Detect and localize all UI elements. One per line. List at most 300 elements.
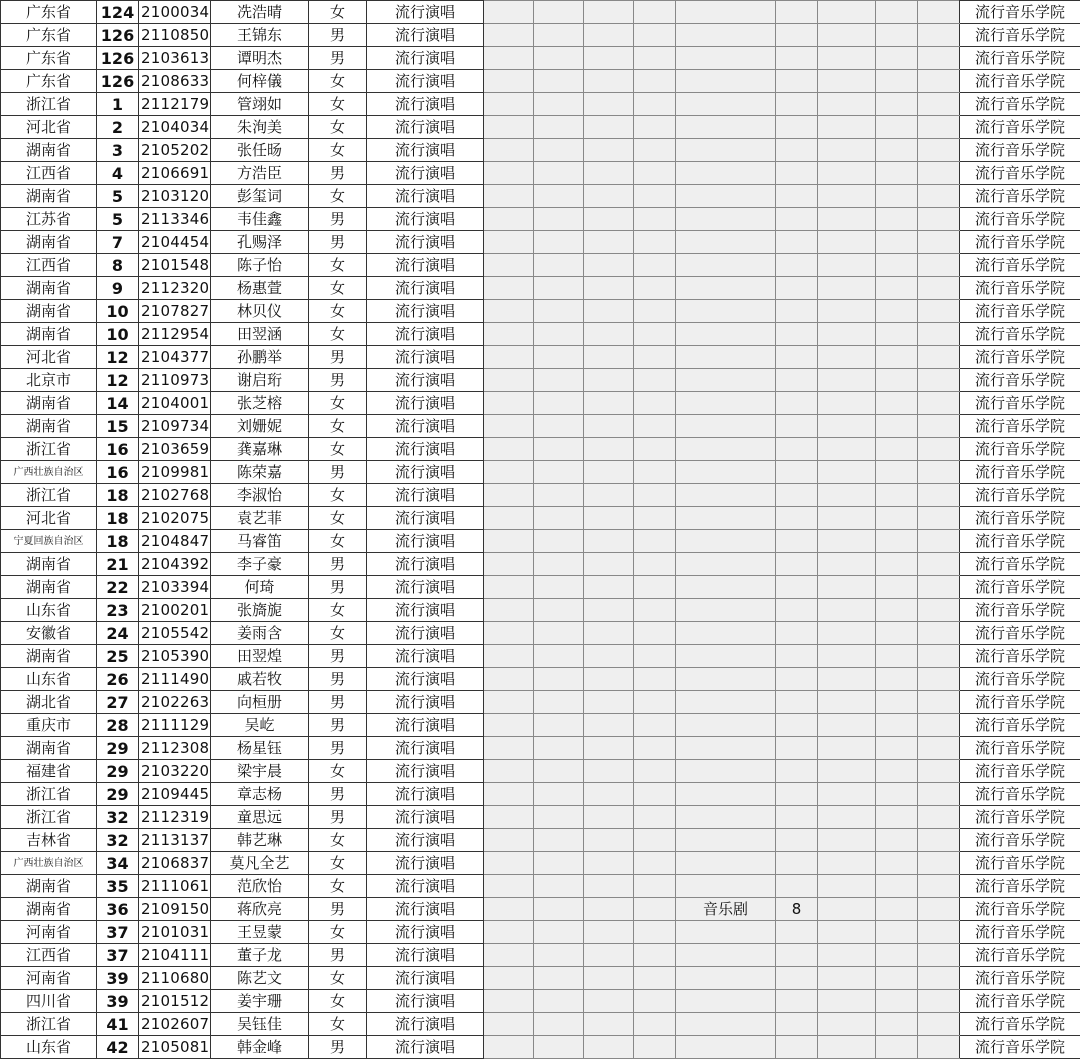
table-row (1, 70, 1080, 93)
candidate-id-cell: 2110850 (139, 24, 211, 47)
table-row (1, 139, 1080, 162)
empty-cell (584, 967, 634, 990)
province-cell: 浙江省 (1, 484, 97, 507)
school-cell: 流行音乐学院 (960, 116, 1080, 139)
empty-cell (534, 645, 584, 668)
empty-cell (484, 599, 534, 622)
candidate-id-cell: 2101031 (139, 921, 211, 944)
second-rank-cell (776, 967, 818, 990)
empty-cell (584, 691, 634, 714)
empty-cell (534, 231, 584, 254)
province-cell: 山东省 (1, 1036, 97, 1059)
empty-cell (818, 139, 876, 162)
empty-cell (584, 875, 634, 898)
empty-cell (876, 438, 918, 461)
major-cell: 流行演唱 (367, 1013, 484, 1036)
gender-cell: 女 (309, 438, 367, 461)
empty-cell (634, 47, 676, 70)
empty-cell (876, 852, 918, 875)
candidate-name-cell: 龚嘉琳 (211, 438, 309, 461)
candidate-id-cell: 2111490 (139, 668, 211, 691)
province-cell: 湖南省 (1, 323, 97, 346)
school-cell: 流行音乐学院 (960, 484, 1080, 507)
empty-cell (876, 691, 918, 714)
empty-cell (534, 944, 584, 967)
gender-cell: 女 (309, 116, 367, 139)
candidate-name-cell: 马睿笛 (211, 530, 309, 553)
empty-cell (484, 737, 534, 760)
table-row (1, 553, 1080, 576)
empty-cell (818, 1036, 876, 1059)
major-cell: 流行演唱 (367, 806, 484, 829)
major-cell: 流行演唱 (367, 576, 484, 599)
major-cell: 流行演唱 (367, 668, 484, 691)
empty-cell (876, 139, 918, 162)
empty-cell (634, 1, 676, 24)
empty-cell (634, 783, 676, 806)
empty-cell (918, 93, 960, 116)
candidate-name-cell: 田翌涵 (211, 323, 309, 346)
empty-cell (484, 277, 534, 300)
rank-cell: 14 (97, 392, 139, 415)
empty-cell (818, 116, 876, 139)
candidate-id-cell: 2107827 (139, 300, 211, 323)
empty-cell (918, 139, 960, 162)
major-cell: 流行演唱 (367, 254, 484, 277)
table-row (1, 277, 1080, 300)
empty-cell (534, 116, 584, 139)
rank-cell: 5 (97, 185, 139, 208)
empty-cell (818, 438, 876, 461)
empty-cell (634, 231, 676, 254)
empty-cell (534, 93, 584, 116)
second-rank-cell (776, 553, 818, 576)
major-cell: 流行演唱 (367, 1036, 484, 1059)
candidate-name-cell: 管翊如 (211, 93, 309, 116)
candidate-id-cell: 2104034 (139, 116, 211, 139)
school-cell: 流行音乐学院 (960, 415, 1080, 438)
empty-cell (876, 599, 918, 622)
second-major-cell (676, 852, 776, 875)
empty-cell (918, 806, 960, 829)
empty-cell (484, 553, 534, 576)
province-cell: 湖南省 (1, 139, 97, 162)
province-cell: 湖南省 (1, 553, 97, 576)
second-rank-cell (776, 24, 818, 47)
major-cell: 流行演唱 (367, 875, 484, 898)
rank-cell: 41 (97, 1013, 139, 1036)
second-major-cell (676, 875, 776, 898)
empty-cell (918, 24, 960, 47)
province-cell: 河北省 (1, 346, 97, 369)
empty-cell (918, 346, 960, 369)
empty-cell (818, 392, 876, 415)
second-major-cell (676, 47, 776, 70)
empty-cell (484, 1, 534, 24)
candidate-id-cell: 2113346 (139, 208, 211, 231)
empty-cell (484, 783, 534, 806)
gender-cell: 男 (309, 208, 367, 231)
major-cell: 流行演唱 (367, 714, 484, 737)
empty-cell (818, 806, 876, 829)
empty-cell (818, 990, 876, 1013)
empty-cell (484, 392, 534, 415)
second-major-cell (676, 24, 776, 47)
second-major-cell (676, 622, 776, 645)
empty-cell (484, 760, 534, 783)
empty-cell (584, 93, 634, 116)
second-rank-cell (776, 622, 818, 645)
empty-cell (876, 208, 918, 231)
second-major-cell (676, 116, 776, 139)
empty-cell (584, 346, 634, 369)
gender-cell: 男 (309, 576, 367, 599)
empty-cell (876, 737, 918, 760)
empty-cell (918, 714, 960, 737)
empty-cell (484, 507, 534, 530)
empty-cell (818, 599, 876, 622)
empty-cell (534, 829, 584, 852)
empty-cell (818, 714, 876, 737)
major-cell: 流行演唱 (367, 24, 484, 47)
table-row (1, 369, 1080, 392)
empty-cell (584, 599, 634, 622)
table-row (1, 323, 1080, 346)
empty-cell (534, 553, 584, 576)
rank-cell: 29 (97, 737, 139, 760)
empty-cell (918, 231, 960, 254)
empty-cell (634, 438, 676, 461)
empty-cell (584, 323, 634, 346)
empty-cell (634, 93, 676, 116)
candidate-name-cell: 方浩臣 (211, 162, 309, 185)
province-cell: 湖南省 (1, 300, 97, 323)
second-rank-cell (776, 392, 818, 415)
second-rank-cell (776, 737, 818, 760)
empty-cell (876, 1, 918, 24)
second-major-cell (676, 783, 776, 806)
second-major-cell (676, 967, 776, 990)
candidate-id-cell: 2109445 (139, 783, 211, 806)
candidate-name-cell: 梁宇晨 (211, 760, 309, 783)
empty-cell (584, 553, 634, 576)
empty-cell (918, 783, 960, 806)
empty-cell (634, 484, 676, 507)
candidate-name-cell: 谭明杰 (211, 47, 309, 70)
empty-cell (534, 415, 584, 438)
rank-cell: 18 (97, 507, 139, 530)
candidate-id-cell: 2112308 (139, 737, 211, 760)
empty-cell (534, 47, 584, 70)
second-rank-cell (776, 783, 818, 806)
school-cell: 流行音乐学院 (960, 760, 1080, 783)
second-major-cell (676, 93, 776, 116)
school-cell: 流行音乐学院 (960, 806, 1080, 829)
empty-cell (534, 346, 584, 369)
empty-cell (918, 668, 960, 691)
candidate-name-cell: 孔赐泽 (211, 231, 309, 254)
second-major-cell (676, 507, 776, 530)
empty-cell (534, 277, 584, 300)
empty-cell (534, 139, 584, 162)
candidate-name-cell: 王锦东 (211, 24, 309, 47)
table-row (1, 875, 1080, 898)
empty-cell (534, 1013, 584, 1036)
empty-cell (918, 369, 960, 392)
rank-cell: 39 (97, 967, 139, 990)
second-rank-cell (776, 369, 818, 392)
rank-cell: 10 (97, 323, 139, 346)
empty-cell (484, 47, 534, 70)
candidate-name-cell: 董子龙 (211, 944, 309, 967)
second-rank-cell (776, 576, 818, 599)
candidate-name-cell: 何梓儀 (211, 70, 309, 93)
second-rank-cell (776, 1036, 818, 1059)
empty-cell (634, 990, 676, 1013)
empty-cell (918, 967, 960, 990)
candidate-id-cell: 2103613 (139, 47, 211, 70)
empty-cell (534, 1, 584, 24)
empty-cell (818, 231, 876, 254)
empty-cell (534, 714, 584, 737)
empty-cell (876, 576, 918, 599)
gender-cell: 男 (309, 714, 367, 737)
province-cell: 湖南省 (1, 645, 97, 668)
second-major-cell (676, 553, 776, 576)
table-row (1, 737, 1080, 760)
empty-cell (534, 162, 584, 185)
candidate-id-cell: 2106837 (139, 852, 211, 875)
empty-cell (634, 576, 676, 599)
rank-cell: 18 (97, 530, 139, 553)
gender-cell: 男 (309, 691, 367, 714)
empty-cell (484, 668, 534, 691)
empty-cell (818, 47, 876, 70)
empty-cell (634, 369, 676, 392)
second-rank-cell (776, 921, 818, 944)
school-cell: 流行音乐学院 (960, 783, 1080, 806)
second-rank-cell: 8 (776, 898, 818, 921)
second-rank-cell (776, 162, 818, 185)
table-row (1, 392, 1080, 415)
gender-cell: 男 (309, 944, 367, 967)
empty-cell (876, 622, 918, 645)
second-major-cell (676, 392, 776, 415)
major-cell: 流行演唱 (367, 783, 484, 806)
empty-cell (584, 438, 634, 461)
empty-cell (876, 47, 918, 70)
table-row (1, 1036, 1080, 1059)
candidate-id-cell: 2103659 (139, 438, 211, 461)
empty-cell (876, 116, 918, 139)
province-cell: 湖南省 (1, 576, 97, 599)
major-cell: 流行演唱 (367, 323, 484, 346)
school-cell: 流行音乐学院 (960, 691, 1080, 714)
table-row (1, 990, 1080, 1013)
empty-cell (818, 829, 876, 852)
empty-cell (634, 622, 676, 645)
empty-cell (918, 415, 960, 438)
second-major-cell (676, 576, 776, 599)
school-cell: 流行音乐学院 (960, 323, 1080, 346)
empty-cell (818, 185, 876, 208)
second-major-cell (676, 806, 776, 829)
table-row (1, 346, 1080, 369)
second-major-cell (676, 438, 776, 461)
province-cell: 江西省 (1, 944, 97, 967)
rank-cell: 7 (97, 231, 139, 254)
province-cell: 吉林省 (1, 829, 97, 852)
empty-cell (634, 415, 676, 438)
empty-cell (634, 116, 676, 139)
major-cell: 流行演唱 (367, 208, 484, 231)
empty-cell (818, 254, 876, 277)
empty-cell (484, 139, 534, 162)
candidate-name-cell: 陈艺文 (211, 967, 309, 990)
empty-cell (584, 783, 634, 806)
candidate-id-cell: 2111061 (139, 875, 211, 898)
table-row (1, 829, 1080, 852)
table-row (1, 921, 1080, 944)
table-row (1, 415, 1080, 438)
empty-cell (876, 944, 918, 967)
school-cell: 流行音乐学院 (960, 622, 1080, 645)
rank-cell: 25 (97, 645, 139, 668)
candidate-name-cell: 田翌煌 (211, 645, 309, 668)
candidate-name-cell: 吴钰佳 (211, 1013, 309, 1036)
second-rank-cell (776, 231, 818, 254)
empty-cell (818, 93, 876, 116)
empty-cell (818, 921, 876, 944)
empty-cell (918, 162, 960, 185)
province-cell: 重庆市 (1, 714, 97, 737)
empty-cell (918, 323, 960, 346)
candidate-name-cell: 谢启珩 (211, 369, 309, 392)
rank-cell: 29 (97, 783, 139, 806)
empty-cell (534, 691, 584, 714)
empty-cell (818, 300, 876, 323)
empty-cell (876, 231, 918, 254)
empty-cell (584, 277, 634, 300)
second-rank-cell (776, 484, 818, 507)
empty-cell (634, 323, 676, 346)
empty-cell (634, 1013, 676, 1036)
candidate-id-cell: 2102263 (139, 691, 211, 714)
school-cell: 流行音乐学院 (960, 714, 1080, 737)
table-row (1, 208, 1080, 231)
second-rank-cell (776, 1, 818, 24)
second-major-cell (676, 714, 776, 737)
major-cell: 流行演唱 (367, 231, 484, 254)
candidate-id-cell: 2110973 (139, 369, 211, 392)
major-cell: 流行演唱 (367, 438, 484, 461)
candidate-id-cell: 2112954 (139, 323, 211, 346)
second-rank-cell (776, 990, 818, 1013)
school-cell: 流行音乐学院 (960, 93, 1080, 116)
empty-cell (584, 760, 634, 783)
empty-cell (534, 530, 584, 553)
major-cell: 流行演唱 (367, 507, 484, 530)
empty-cell (818, 415, 876, 438)
empty-cell (918, 484, 960, 507)
gender-cell: 男 (309, 783, 367, 806)
empty-cell (918, 645, 960, 668)
second-major-cell (676, 645, 776, 668)
school-cell: 流行音乐学院 (960, 944, 1080, 967)
empty-cell (818, 208, 876, 231)
empty-cell (534, 875, 584, 898)
empty-cell (876, 392, 918, 415)
empty-cell (876, 898, 918, 921)
province-cell: 浙江省 (1, 783, 97, 806)
empty-cell (918, 507, 960, 530)
province-cell: 广东省 (1, 47, 97, 70)
empty-cell (584, 1036, 634, 1059)
empty-cell (818, 737, 876, 760)
empty-cell (918, 461, 960, 484)
table-row (1, 806, 1080, 829)
table-row (1, 691, 1080, 714)
empty-cell (818, 553, 876, 576)
province-cell: 湖南省 (1, 737, 97, 760)
empty-cell (918, 898, 960, 921)
rank-cell: 126 (97, 47, 139, 70)
candidate-id-cell: 2104454 (139, 231, 211, 254)
rank-cell: 9 (97, 277, 139, 300)
empty-cell (534, 599, 584, 622)
empty-cell (876, 1036, 918, 1059)
rank-cell: 29 (97, 760, 139, 783)
empty-cell (534, 783, 584, 806)
gender-cell: 女 (309, 829, 367, 852)
second-major-cell (676, 760, 776, 783)
school-cell: 流行音乐学院 (960, 553, 1080, 576)
school-cell: 流行音乐学院 (960, 645, 1080, 668)
rank-cell: 32 (97, 829, 139, 852)
empty-cell (634, 852, 676, 875)
table-row (1, 438, 1080, 461)
candidate-id-cell: 2103394 (139, 576, 211, 599)
province-cell: 广东省 (1, 70, 97, 93)
empty-cell (584, 208, 634, 231)
second-major-cell (676, 300, 776, 323)
second-rank-cell (776, 599, 818, 622)
empty-cell (634, 300, 676, 323)
empty-cell (584, 484, 634, 507)
province-cell: 安徽省 (1, 622, 97, 645)
province-cell: 宁夏回族自治区 (1, 530, 97, 553)
second-rank-cell (776, 806, 818, 829)
gender-cell: 男 (309, 1036, 367, 1059)
empty-cell (918, 1013, 960, 1036)
candidate-name-cell: 韩艺琳 (211, 829, 309, 852)
school-cell: 流行音乐学院 (960, 530, 1080, 553)
empty-cell (484, 1013, 534, 1036)
province-cell: 广东省 (1, 24, 97, 47)
province-cell: 广东省 (1, 1, 97, 24)
rank-cell: 21 (97, 553, 139, 576)
rank-cell: 10 (97, 300, 139, 323)
candidate-name-cell: 姜雨含 (211, 622, 309, 645)
empty-cell (634, 668, 676, 691)
rank-cell: 3 (97, 139, 139, 162)
candidate-id-cell: 2101548 (139, 254, 211, 277)
table-row (1, 1013, 1080, 1036)
empty-cell (634, 806, 676, 829)
second-major-cell (676, 1013, 776, 1036)
school-cell: 流行音乐学院 (960, 369, 1080, 392)
empty-cell (918, 277, 960, 300)
